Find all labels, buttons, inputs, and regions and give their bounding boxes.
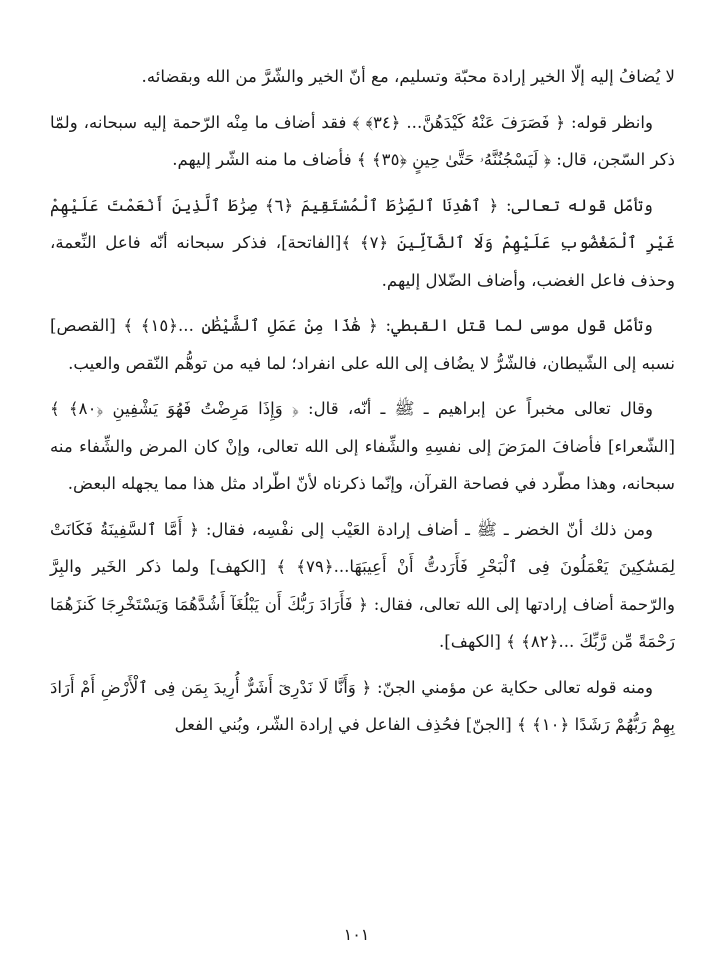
paragraph-3: وتأمّل قوله تعالى: ﴿ ٱهْدِنَا ٱلصِّرَٰطَ ٱلْمُسْتَقِيمَ ﴿٦﴾ صِرَٰطَ ٱلَّذِينَ أَنْعَمْتَ عَلَيْهِمْ غَيْرِ ٱلْمَغْضُوبِ عَلَيْهِمْ وَلَا ٱلضَّآلِّينَ ﴿٧﴾ ﴾[الفاتحة]، فذكر سبحانه أنّه فاعل النِّعمة، وحذف فاعل الغضب، وأضاف الضّلال إليهم. xyxy=(50,195,675,290)
page-body xyxy=(50,58,675,751)
page-number: ١٠١ xyxy=(343,925,370,944)
paragraph-5: وقال تعالى مخبراً عن إبراهيم ـ ﷺ ـ أنّه، قال: ﴿ وَإِذَا مَرِضْتُ فَهُوَ يَشْفِينِ ﴿٨٠﴾ ﴾ [الشّعراء] فأضافَ المرَضَ إلى نفسِهِ والشِّفاء إلى الله تعالى، وإنْ كان المرض والشِّفاء منه سبحانه، وهذا مطّرد في فصاحة القرآن، وإنّما ذكرناه لأنّ اطّراد مثل هذا مما يجهله البعض. xyxy=(50,399,675,493)
paragraph-1: لا يُضافُ إليه إلّا الخير إرادة محبّة وتسليم، مع أنّ الخير والشّرَّ من الله وبقضائه. xyxy=(141,67,675,86)
paragraph-6: ومن ذلك أنّ الخضر ـ ﷺ ـ أضاف إرادة العَيْب إلى نفْسِه، فقال: ﴿ أَمَّا ٱلسَّفِينَةُ فَكَانَتْ لِمَسَٰكِينَ يَعْمَلُونَ فِى ٱلْبَحْرِ فَأَرَدتُّ أَنْ أَعِيبَهَا...﴿٧٩﴾ ﴾ [الكهف] ولما ذكر الخَير والبِرَّ والرّحمة أضاف إرادتها إلى الله تعالى، فقال: ﴿ فَأَرَادَ رَبُّكَ أَن يَبْلُغَآ أَشُدَّهُمَا وَيَسْتَخْرِجَا كَنزَهُمَا رَحْمَةً مِّن رَّبِّكَ ...﴿٨٢﴾ ﴾ [الكهف]. xyxy=(50,519,676,651)
paragraph-2: وانظر قوله: ﴿ فَصَرَفَ عَنْهُ كَيْدَهُنَّ... ﴿٣٤﴾ ﴾ فقد أضاف ما مِنْه الرّحمة إليه سبحانه، ولمّا ذكر السّجن، قال: ﴿ لَيَسْجُنُنَّهُۥ حَتَّىٰ حِينٍ ﴿٣٥﴾ ﴾ فأضاف ما منه الشّر إليهم. xyxy=(50,112,675,169)
paragraph-7: ومنه قوله تعالى حكاية عن مؤمني الجنّ: ﴿ وَأَنَّا لَا نَدْرِىٓ أَشَرٌّ أُرِيدَ بِمَن فِى ٱلْأَرْضِ أَمْ أَرَادَ بِهِمْ رَبُّهُمْ رَشَدًا ﴿١٠﴾ ﴾ [الجنّ] فحُذِف الفاعل في إرادة الشّر، وبُني الفعل xyxy=(50,677,675,734)
paragraph-4: وتأمّل قول موسى لما قتل القبطي: ﴿ هَٰذَا مِنْ عَمَلِ ٱلشَّيْطَٰنِ ...﴿١٥﴾ ﴾ [القصص] نسبه إلى الشّيطان، فالشّرُّ لا يضُاف إلى الله على انفراد؛ لما فيه من توهُّم النّقص والعيب. xyxy=(50,316,675,373)
